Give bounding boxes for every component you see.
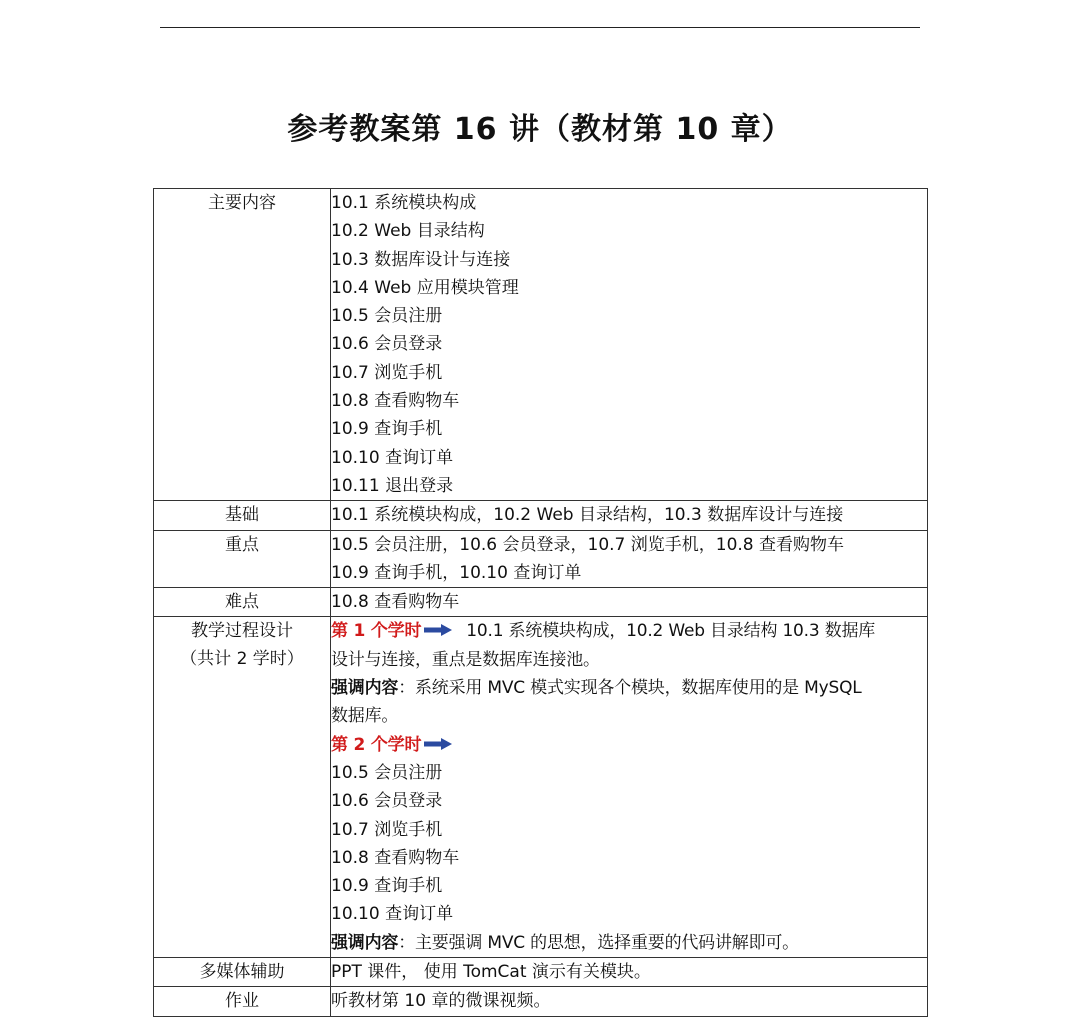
difficulties-text: 10.8 查看购物车 — [331, 592, 460, 613]
right-arrow-icon — [424, 617, 452, 645]
homework-text: 听教材第 10 章的微课视频。 — [331, 991, 551, 1012]
lesson-plan-table — [153, 188, 928, 1017]
hour-1-text: 10.1 系统模块构成，10.2 Web 目录结构 10.3 数据库 — [466, 621, 876, 642]
list-item: 10.9 查询手机 — [331, 419, 443, 440]
multimedia-cell — [331, 958, 928, 987]
list-item: 10.7 浏览手机 — [331, 362, 443, 383]
table-row-basics — [154, 501, 928, 530]
row-label: 作业 — [225, 991, 259, 1012]
list-item: 10.4 Web 应用模块管理 — [331, 277, 519, 298]
emphasis-2-line — [331, 929, 927, 957]
row-label: 基础 — [225, 505, 259, 526]
list-item: 10.9 查询手机 — [331, 876, 443, 897]
emphasis-1-line — [331, 674, 927, 702]
basics-text: 10.1 系统模块构成，10.2 Web 目录结构，10.3 数据库设计与连接 — [331, 505, 844, 526]
list-item: 10.6 会员登录 — [331, 791, 443, 812]
list-item: 10.8 查看购物车 — [331, 847, 460, 868]
row-label-cell — [154, 530, 331, 588]
row-label-cell — [154, 588, 331, 617]
table-row-homework — [154, 987, 928, 1016]
table-row-difficulties — [154, 588, 928, 617]
row-label-cell — [154, 987, 331, 1016]
main-content-cell — [331, 189, 928, 501]
multimedia-text: PPT 课件， 使用 TomCat 演示有关模块。 — [331, 962, 651, 983]
header-rule — [160, 27, 920, 28]
difficulties-cell — [331, 588, 928, 617]
right-arrow-icon — [424, 731, 452, 759]
table-row-teaching-process — [154, 617, 928, 958]
row-label: 教学过程设计 — [191, 621, 293, 642]
key-points-line: 10.5 会员注册，10.6 会员登录，10.7 浏览手机，10.8 查看购物车 — [331, 534, 845, 555]
list-item: 10.1 系统模块构成 — [331, 193, 477, 213]
emphasis-2-label: 强调内容 — [331, 932, 399, 953]
table-row-multimedia — [154, 958, 928, 987]
hour-2-label: 第 2 个学时 — [331, 734, 422, 755]
row-label-cell — [154, 617, 331, 958]
emphasis-2-text: ：主要强调 MVC 的思想，选择重要的代码讲解即可。 — [398, 932, 799, 953]
homework-cell — [331, 987, 928, 1016]
list-item: 10.10 查询订单 — [331, 447, 454, 468]
list-item: 10.2 Web 目录结构 — [331, 221, 485, 242]
list-item: 10.6 会员登录 — [331, 334, 443, 355]
row-label: 重点 — [225, 534, 259, 555]
table-row-key-points — [154, 530, 928, 588]
list-item: 10.10 查询订单 — [331, 904, 454, 925]
row-label-cell — [154, 189, 331, 501]
hour-1-label: 第 1 个学时 — [331, 621, 422, 642]
table-row-main-content — [154, 189, 928, 501]
list-item: 10.5 会员注册 — [331, 762, 443, 783]
row-label: 多媒体辅助 — [199, 962, 285, 983]
row-label-cell — [154, 958, 331, 987]
emphasis-1-label: 强调内容 — [331, 678, 399, 699]
row-label-sub: （共计 2 学时） — [180, 649, 304, 670]
list-item: 10.7 浏览手机 — [331, 819, 443, 840]
hour-1-text-cont: 设计与连接，重点是数据库连接池。 — [331, 649, 600, 670]
row-label: 难点 — [225, 592, 259, 613]
basics-cell — [331, 501, 928, 530]
key-points-cell — [331, 530, 928, 588]
list-item: 10.11 退出登录 — [331, 475, 454, 496]
row-label-cell — [154, 501, 331, 530]
row-label: 主要内容 — [208, 193, 276, 213]
emphasis-1-text: ：系统采用 MVC 模式实现各个模块，数据库使用的是 MySQL — [398, 678, 862, 699]
emphasis-1-text-cont: 数据库。 — [331, 706, 399, 727]
list-item: 10.5 会员注册 — [331, 306, 443, 327]
page-title: 参考教案第 16 讲（教材第 10 章） — [287, 112, 793, 147]
list-item: 10.8 查看购物车 — [331, 391, 460, 412]
list-item: 10.3 数据库设计与连接 — [331, 249, 511, 270]
hour-1-line — [331, 617, 927, 645]
key-points-line: 10.9 查询手机，10.10 查询订单 — [331, 562, 582, 583]
hour-2-line — [331, 731, 927, 759]
teaching-process-cell — [331, 617, 928, 958]
